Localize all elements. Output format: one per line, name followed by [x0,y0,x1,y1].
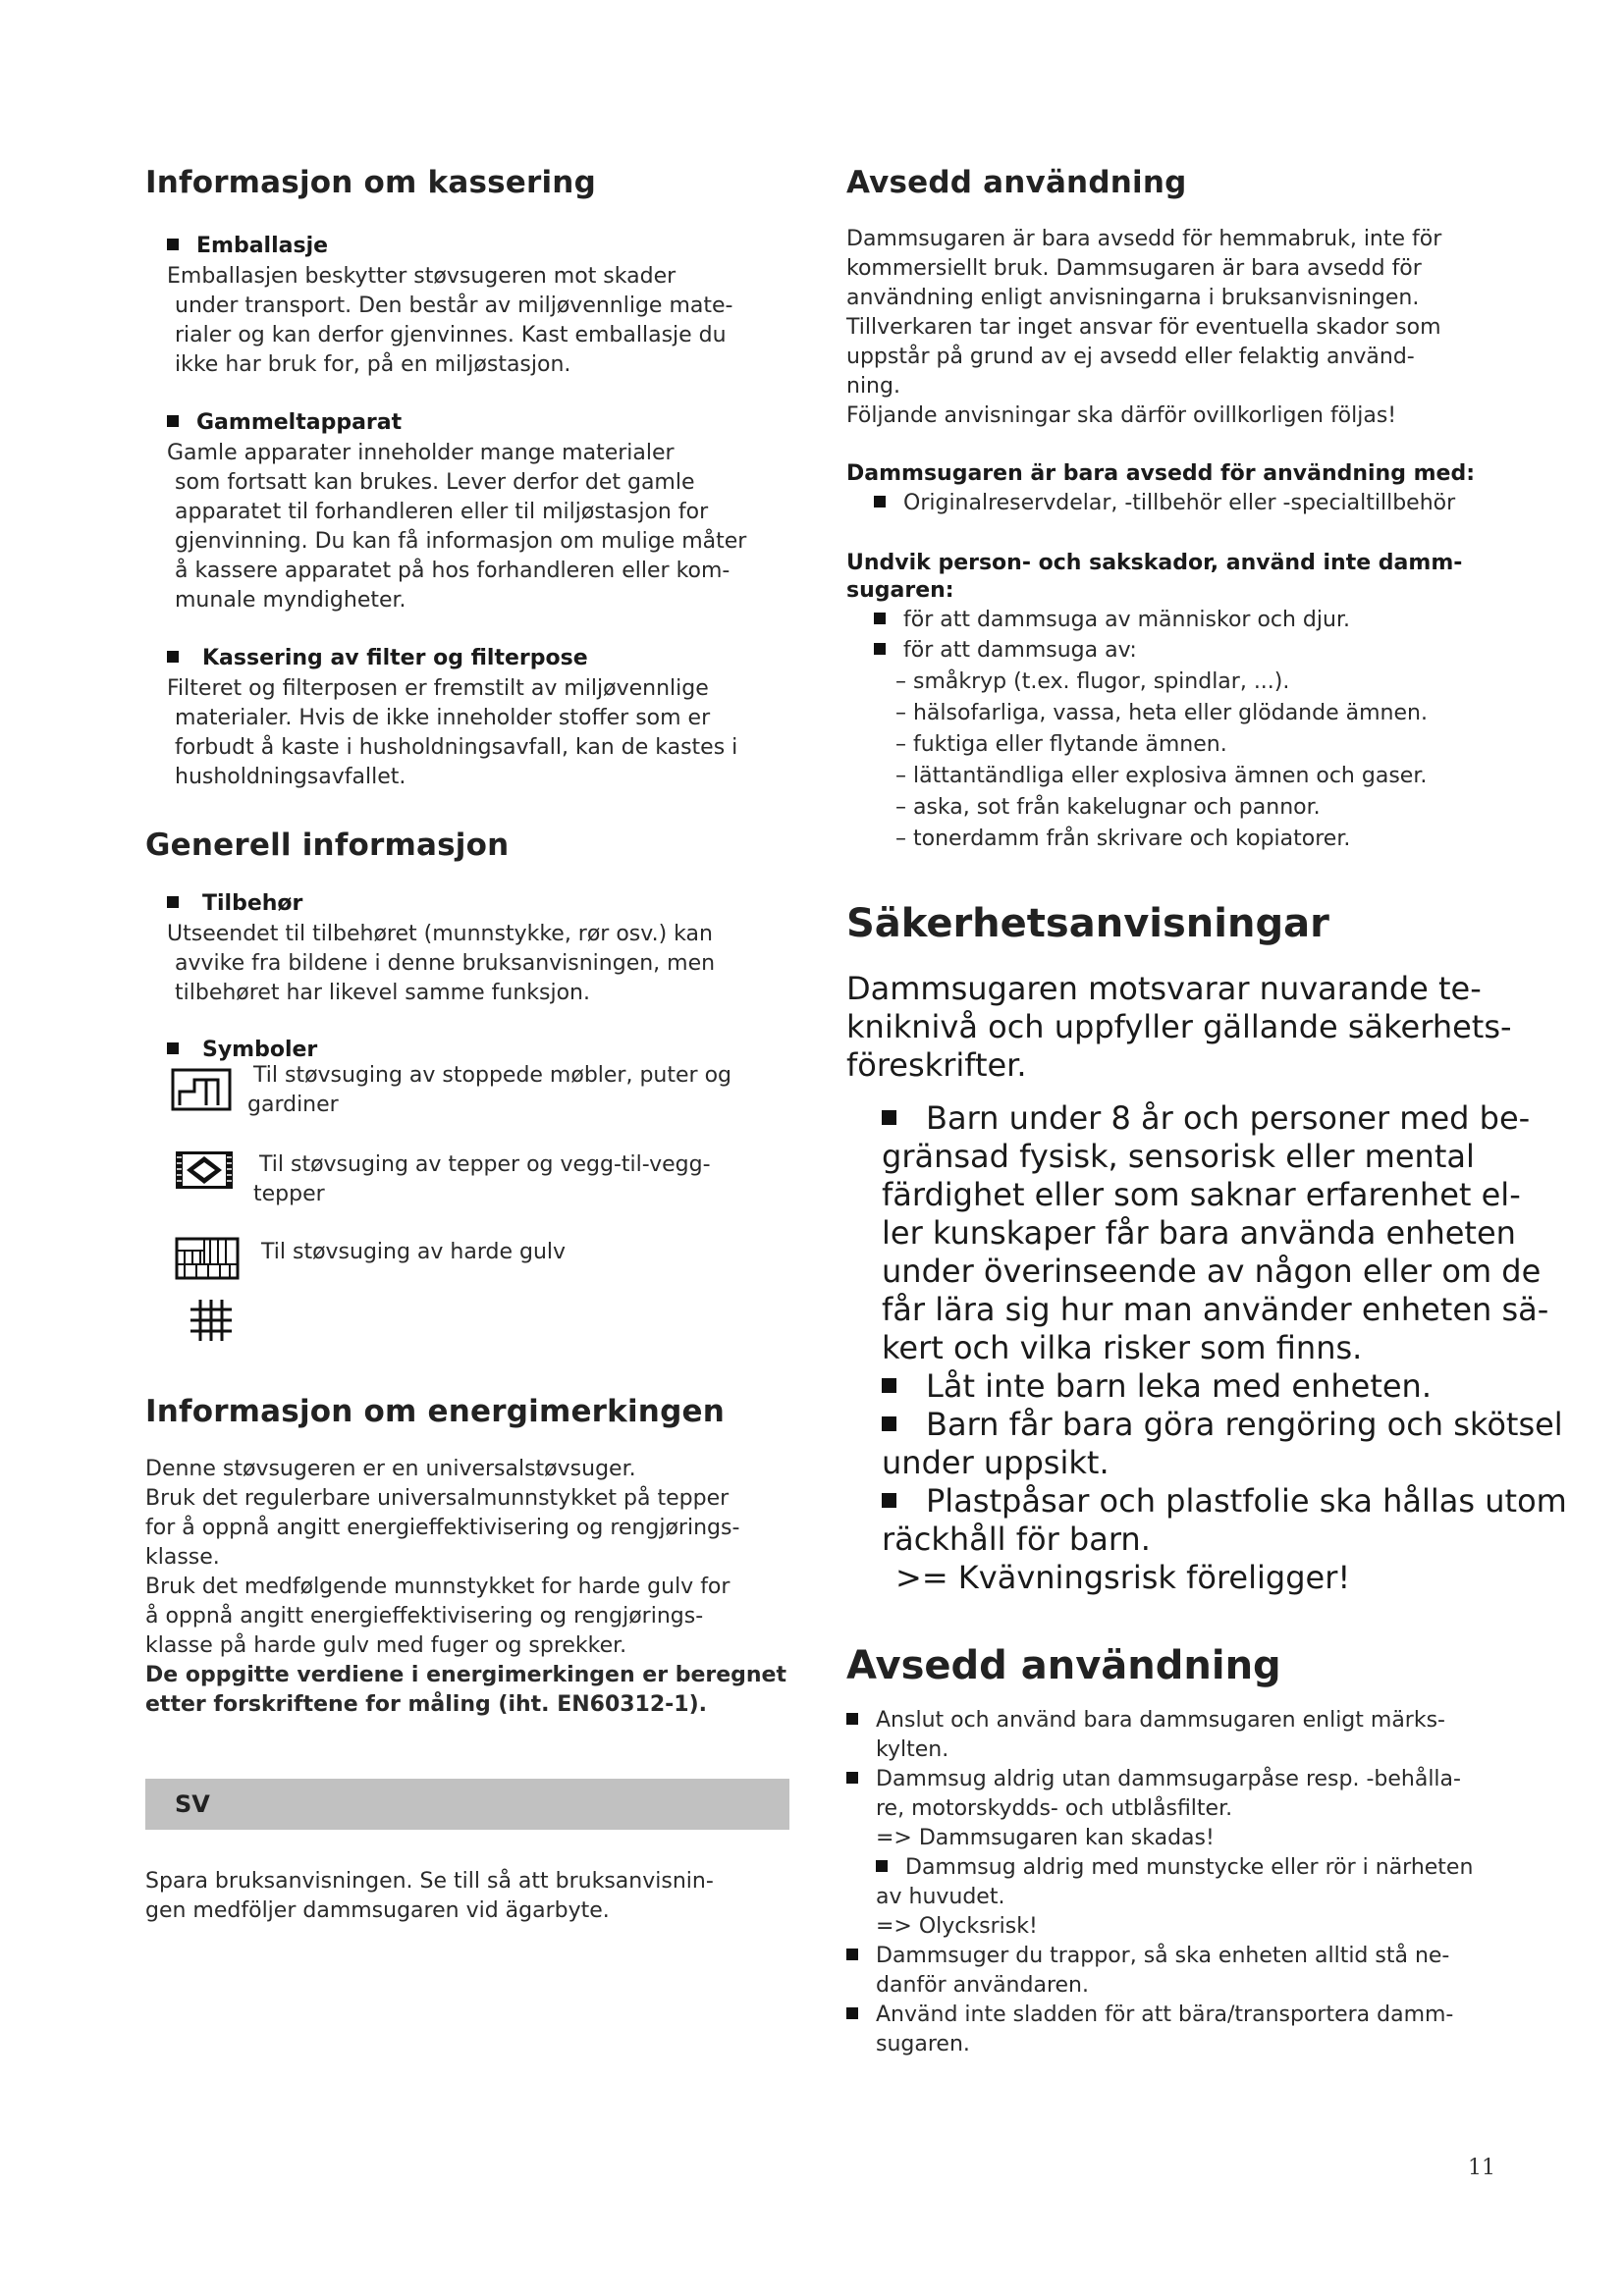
subheading-only-use: Dammsugaren är bara avsedd för användning med: [846,461,1476,486]
bullet-icon [167,651,179,663]
list-item-avoid-2: för att dammsuga av: [874,636,1137,666]
paragraph-gammeltapparat: Gamle apparater inneholder mange materialer som fortsatt kan brukes. Lever derfor det gamle apparatet til forhandleren eller til miljøstasjon for gjenvinning. Du kan få informasjon om mulige måter å kassere apparatet på hos forhandleren eller kom- munale myndigheter. [167,441,747,613]
bullet-icon [882,1493,896,1508]
hard-floor-icon [175,1237,240,1280]
bullet-icon [874,613,886,624]
bullet-icon [846,2007,858,2019]
bullet-icon [846,1949,858,1960]
list-item-plastic: Plastpåsar och plastfolie ska hållas utom räckhåll för barn. [882,1482,1567,1558]
heading-energi: Informasjon om energimerkingen [145,1394,725,1429]
bullet-icon [882,1416,896,1431]
subheading-tilbehor: Tilbehør [167,891,302,916]
bullet-icon [846,1713,858,1725]
list-avoid-subitems: – småkryp (t.ex. flugor, spindlar, ...). – hälsofarliga, vassa, heta eller glödande ämnen. – fuktiga eller flytande ämnen. – lättantändliga eller explosiva ämnen och gaser. – aska, sot från kakelugnar och pannor. – tonerdamm från skrivare och kopiatorer. [895,669,1428,851]
list-item-avoid-1: för att dammsuga av människor och djur. [874,606,1350,635]
list-avsedd-2: Anslut och använd bara dammsugaren enligt märks- kylten. Dammsug aldrig utan dammsugarpåse resp. -behålla- re, motorskydds- och utblåsfilter. => Dammsugaren kan skadas! Dammsug aldrig med munstycke eller rör i närheten av huvudet. => Olycksrisk! Dammsuger du trappor, så ska enheten alltid stå ne- danför användaren. Använd inte sladden för att bära/transportera damm- sugaren. [846,1706,1473,2059]
bullet-icon [882,1378,896,1393]
paragraph-avsedd: Dammsugaren är bara avsedd för hemmabruk, inte för kommersiellt bruk. Dammsugaren är bara avsedd för användning enligt anvisningarna i bruksanvisningen. Tillverkaren tar inget ansvar för eventuella skador som uppstår på grund av ej avsedd eller felaktig använd- ning. Följande anvisningar ska därför ovillkorligen följas! [846,227,1442,428]
heading-sakerhet: Säkerhetsanvisningar [846,901,1329,946]
heading-generell: Generell informasjon [145,828,510,863]
symbol-carpet-text: Til støvsuging av tepper og vegg-til-vegg- tepper [253,1152,711,1206]
bullet-icon [882,1110,896,1125]
subheading-avoid: Undvik person- och sakskador, använd inte damm- sugaren: [846,551,1463,603]
paragraph-sakerhet-intro: Dammsugaren motsvarar nuvarande te- kniknivå och uppfyller gällande säkerhets- föreskrifter. [846,970,1512,1084]
heading-avsedd-2: Avsedd användning [846,1643,1281,1688]
page-number: 11 [1468,2156,1495,2180]
subheading-gammeltapparat: Gammeltapparat [167,410,402,435]
bullet-icon [167,896,179,908]
bullet-icon [874,496,886,507]
bullet-icon [167,239,179,250]
language-bar [145,1779,789,1830]
bullet-icon [874,643,886,655]
tile-floor-icon [189,1298,234,1343]
subheading-symboler: Symboler [167,1038,317,1062]
language-label: SV [175,1790,210,1818]
heading-avsedd-1: Avsedd användning [846,165,1187,200]
paragraph-spara: Spara bruksanvisningen. Se till så att bruksanvisnin- gen medföljer dammsugaren vid ägarbyte. [145,1869,714,1923]
subheading-filter: Kassering av filter og filterpose [167,646,588,670]
bullet-icon [167,1042,179,1054]
symbol-hardfloor-text: Til støvsuging av harde gulv [261,1240,567,1264]
warning-suffocation: >= Kvävningsrisk föreligger! [895,1559,1351,1596]
heading-kassering: Informasjon om kassering [145,165,596,200]
paragraph-energi: Denne støvsugeren er en universalstøvsuger. Bruk det regulerbare universalmunnstykket på tepper for å oppnå angitt energieffektivisering og rengjørings- klasse. Bruk det medfølgende munnstykket for harde gulv for å oppnå angitt energieffektivisering og rengjørings- klasse på harde gulv med fuger og sprekker. De oppgitte verdiene i energimerkingen er beregnet etter forskriftene for måling (iht. EN60312-1). [145,1457,786,1717]
bullet-icon [846,1772,858,1784]
bullet-icon [876,1860,888,1872]
paragraph-emballasje: Emballasjen beskytter støvsugeren mot skader under transport. Den består av miljøvennlige mate- rialer og kan derfor gjenvinnes. Kast emballasje du ikke har bruk for, på en miljøstasjon. [167,264,733,377]
list-item-no-play: Låt inte barn leka med enheten. [882,1367,1432,1406]
subheading-emballasje: Emballasje [167,234,328,258]
paragraph-filter: Filteret og filterposen er fremstilt av miljøvennlige materialer. Hvis de ikke inneholder stoffer som er forbudt å kaste i husholdningsavfall, kan de kastes i husholdningsavfallet. [167,676,738,789]
carpet-icon [175,1150,234,1190]
list-item-cleaning: Barn får bara göra rengöring och skötsel under uppsikt. [882,1406,1563,1481]
symbol-upholstery-text: Til støvsuging av stoppede møbler, puter og gardiner [247,1063,731,1117]
upholstery-icon [171,1068,232,1111]
list-item-only-use: Originalreservdelar, -tillbehör eller -specialtillbehör [874,489,1455,518]
list-item-children: Barn under 8 år och personer med be- gränsad fysisk, sensorisk eller mental färdighet eller som saknar erfarenhet el- ler kunskaper får bara använda enheten under överinseende av någon eller om de får lära sig hur man använder enheten sä- kert och vilka risker som finns. [882,1099,1549,1366]
bullet-icon [167,415,179,427]
paragraph-tilbehor: Utseendet til tilbehøret (munnstykke, rør osv.) kan avvike fra bildene i denne bruksanvisningen, men tilbehøret har likevel samme funksjon. [167,922,716,1005]
